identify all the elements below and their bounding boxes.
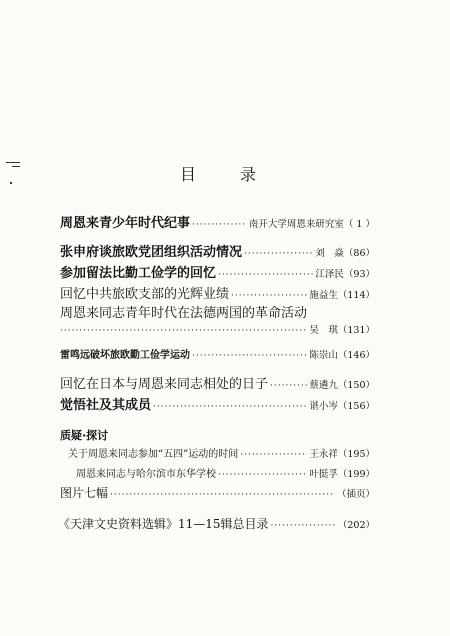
entry-title: 图片七幅 xyxy=(60,486,109,500)
section-entry xyxy=(76,465,375,480)
leader-dots xyxy=(110,490,335,500)
entry-page: （146） xyxy=(337,350,375,361)
toc-entry xyxy=(60,394,375,413)
entry-author: 叶挺孚 xyxy=(309,469,338,480)
toc-entry xyxy=(60,346,375,361)
leader-dots xyxy=(271,521,336,531)
leader-dots xyxy=(218,270,313,280)
leader-dots xyxy=(192,351,307,361)
entry-title: 关于周恩来同志参加“五四”运动的时间 xyxy=(68,449,239,460)
toc-entry xyxy=(60,373,375,392)
index-entry xyxy=(58,515,375,532)
entry-page: （插页） xyxy=(336,489,375,500)
entry-page: （93） xyxy=(343,269,375,280)
entry-title: 回忆在日本与周恩来同志相处的日子 xyxy=(60,377,269,392)
entry-title: 《天津文史资料选辑》11—15辑总目录 xyxy=(58,517,269,531)
section-heading: 质疑·探讨 xyxy=(60,429,109,442)
entry-title: 回忆中共旅欧支部的光辉业绩 xyxy=(60,287,230,302)
entry-title: 周恩来同志青年时代在法德两国的革命活动 xyxy=(60,306,308,321)
entry-author: 蔡遴九 xyxy=(309,380,338,391)
entry-title: 雷鸣远破坏旅欧勤工俭学运动 xyxy=(60,350,190,361)
toc-entry xyxy=(60,262,375,281)
entry-author: 王永祥 xyxy=(309,449,338,460)
entry-page: （114） xyxy=(337,290,375,301)
entry-author: 江泽民 xyxy=(315,269,344,280)
entry-author: 吴 琪 xyxy=(309,325,338,336)
entry-title: 张申府谈旅欧党团组织活动情况 xyxy=(60,245,243,260)
entry-title: 参加留法比勤工俭学的回忆 xyxy=(60,266,217,281)
entry-author: 南开大学周恩来研究室 xyxy=(248,219,344,230)
leader-dots xyxy=(244,249,313,259)
leader-dots xyxy=(60,326,307,336)
entry-page: （195） xyxy=(337,449,375,460)
entry-author: 陈崇山 xyxy=(309,350,338,361)
entry-title: 周恩来同志与哈尔滨市东华学校 xyxy=(76,469,216,480)
toc-entry xyxy=(60,212,375,231)
leader-dots xyxy=(270,381,307,391)
entry-page: （150） xyxy=(337,380,375,391)
entry-title: 周恩来青少年时代纪事 xyxy=(60,216,191,231)
entry-page: （ 1 ） xyxy=(343,219,375,230)
entry-page: （199） xyxy=(337,469,375,480)
toc-entry-continuation xyxy=(60,322,375,336)
entry-author: 施益生 xyxy=(309,290,338,301)
section-entry xyxy=(68,445,375,460)
entry-title: 觉悟社及其成员 xyxy=(60,398,152,413)
entry-author: 谌小岑 xyxy=(309,401,338,412)
entry-page: （86） xyxy=(343,248,375,259)
entry-page: （131） xyxy=(337,325,375,336)
entry-author: 刘 焱 xyxy=(315,248,344,259)
leader-dots xyxy=(231,291,307,301)
toc-entry xyxy=(60,283,375,302)
plates-entry xyxy=(60,484,375,501)
leader-dots xyxy=(218,470,307,480)
toc-entry-title-line xyxy=(60,302,375,321)
page-title: 目 录 xyxy=(179,165,270,184)
entry-page: （202） xyxy=(337,520,375,531)
toc-entry xyxy=(60,241,375,260)
entry-page: （156） xyxy=(337,401,375,412)
leader-dots xyxy=(240,450,307,460)
leader-dots xyxy=(153,402,307,412)
leader-dots xyxy=(192,220,247,230)
